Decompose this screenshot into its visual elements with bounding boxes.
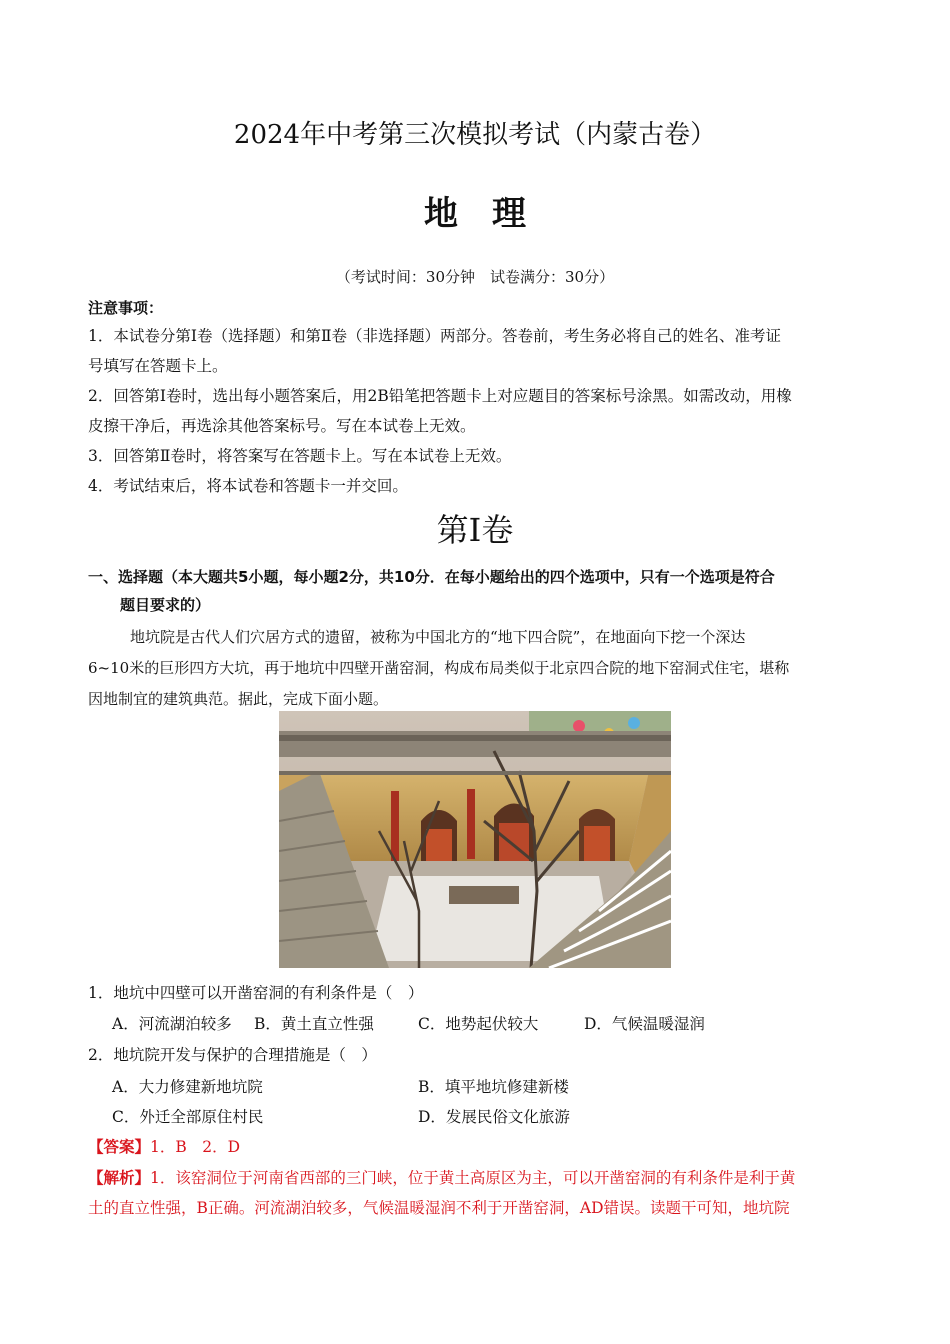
question-2-option-a: A．大力修建新地坑院 [112,1078,263,1096]
intro-line2: 6~10米的巨形四方大坑，再于地坑中四壁开凿窑洞，构成布局类似于北京四合院的地下窑洞式住宅，堪称 [88,659,790,677]
question-2-option-b: B．填平地坑修建新楼 [418,1078,569,1096]
analysis-label: 【解析】 [88,1168,151,1187]
analysis-line1-text: 1．该窑洞位于河南省西部的三门峡，位于黄土高原区为主，可以开凿窑洞的有利条件是利于黄 [150,1169,796,1187]
notice-item-2 [88,381,863,441]
subject-title: 地理 [424,194,560,234]
analysis-block [88,1163,863,1223]
notice-item-2-line1: 2．回答第Ⅰ卷时，选出每小题答案后，用2B铅笔把答题卡上对应题目的答案标号涂黑。如需改动，用橡 [88,387,792,405]
section-title: 第Ⅰ卷 [436,511,514,549]
notice-item-1 [88,321,863,381]
notice-item-1-line2: 号填写在答题卡上。 [88,357,228,375]
question-2-option-c: C．外迁全部原住村民 [112,1108,264,1126]
question-1-option-b: B．黄土直立性强 [254,1015,374,1033]
question-1-option-a: A．河流湖泊较多 [112,1015,232,1033]
part-heading [88,563,868,619]
notice-item-3: 3．回答第Ⅱ卷时，将答案写在答题卡上。写在本试卷上无效。 [88,447,512,465]
notice-item-4: 4．考试结束后，将本试卷和答题卡一并交回。 [88,477,408,495]
question-1-stem: 1．地坑中四壁可以开凿窑洞的有利条件是（ ） [88,984,424,1002]
answer-line [88,1132,863,1162]
notice-item-2-line2: 皮擦干净后，再选涂其他答案标号。写在本试卷上无效。 [88,417,476,435]
question-2-option-d: D．发展民俗文化旅游 [418,1108,570,1126]
part-heading-line1: 一、选择题（本大题共5小题，每小题2分，共10分．在每小题给出的四个选项中，只有一个选项是符合 [88,568,775,586]
intro-paragraph [88,622,863,715]
analysis-line1 [88,1163,863,1193]
question-2-stem: 2．地坑院开发与保护的合理措施是（ ） [88,1046,377,1064]
intro-line1-text: 地坑院是古代人们穴居方式的遗留，被称为中国北方的“地下四合院”，在地面向下挖一个深达 [130,628,746,646]
exam-time-info: （考试时间：30分钟 试卷满分：30分） [335,268,615,286]
answer-text: 1．B 2．D [150,1138,241,1156]
notice-item-1-line1: 1．本试卷分第Ⅰ卷（选择题）和第Ⅱ卷（非选择题）两部分。答卷前，考生务必将自己的姓名、准考证 [88,327,782,345]
analysis-line2: 土的直立性强，B正确。河流湖泊较多，气候温暖湿润不利于开凿窑洞，AD错误。读题干可知，地坑院 [88,1199,790,1217]
intro-line1 [88,622,863,653]
notice-heading: 注意事项： [88,299,164,317]
part-heading-line2: 题目要求的） [120,596,211,614]
question-1-option-c: C．地势起伏较大 [418,1015,539,1033]
answer-label: 【答案】 [88,1137,151,1156]
exam-title: 2024年中考第三次模拟考试（内蒙古卷） [233,120,717,150]
courtyard-photo [279,711,671,968]
intro-line3: 因地制宜的建筑典范。据此，完成下面小题。 [88,690,389,708]
question-1-option-d: D．气候温暖湿润 [584,1015,705,1033]
